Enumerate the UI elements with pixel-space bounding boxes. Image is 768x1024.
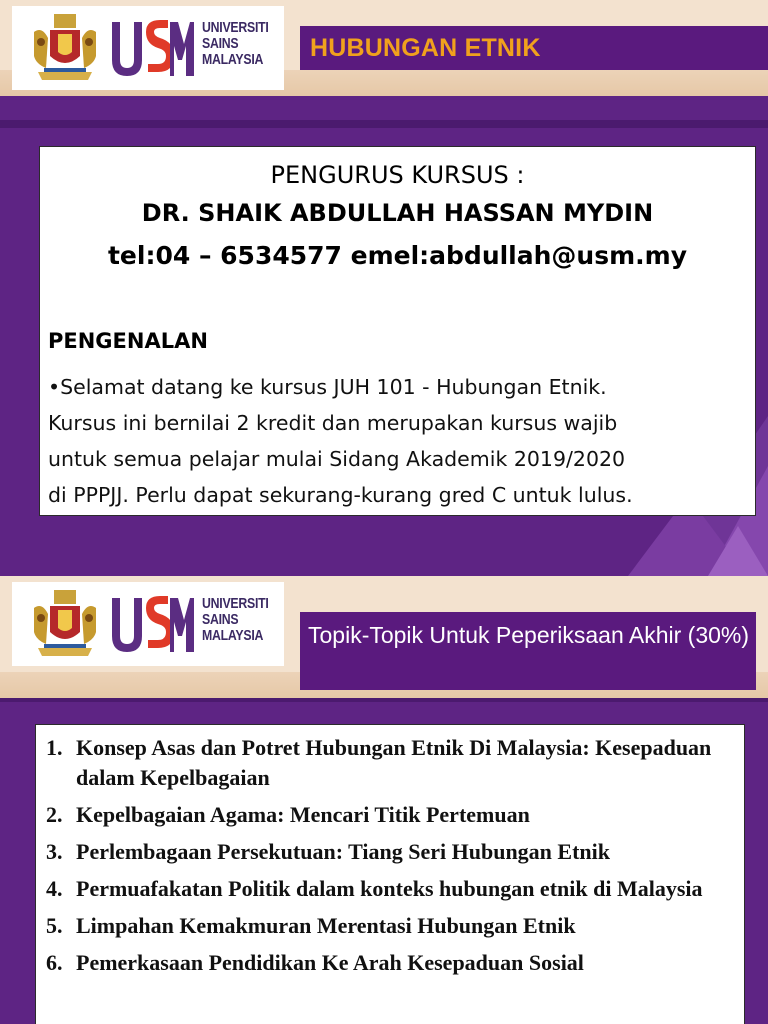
list-text: Kepelbagaian Agama: Mencari Titik Pertemuan: [76, 802, 530, 827]
list-text: Permuafakatan Politik dalam konteks hubungan etnik di Malaysia: [76, 876, 703, 901]
course-manager-contact: tel:04 – 6534577 emel:abdullah@usm.my: [107, 241, 687, 270]
paragraph-line: di PPPJJ. Perlu dapat sekurang-kurang gred C untuk lulus.: [48, 483, 633, 507]
list-item: [46, 837, 746, 867]
section-title: PENGENALAN: [48, 329, 208, 353]
list-text: Limpahan Kemakmuran Merentasi Hubungan Etnik: [76, 913, 576, 938]
list-number: 6.: [46, 950, 63, 975]
slide-exam-topics: [0, 576, 768, 1024]
university-name-line: UNIVERSITI: [202, 19, 269, 36]
university-name-line: UNIVERSITI: [202, 595, 269, 612]
decorative-stripe: [0, 120, 768, 128]
university-name-line: MALAYSIA: [202, 51, 264, 68]
crest-icon: [30, 12, 100, 84]
university-name-line: MALAYSIA: [202, 627, 264, 644]
university-logo: [12, 582, 284, 666]
list-item: [46, 733, 746, 793]
topics-box: [35, 724, 745, 1024]
slide-title: HUBUNGAN ETNIK: [310, 34, 541, 62]
course-info-box: [39, 146, 756, 516]
university-logo: [12, 6, 284, 90]
usm-logo-icon: [110, 18, 194, 80]
slide-title-bar: [300, 26, 768, 70]
list-text: Pemerkasaan Pendidikan Ke Arah Kesepaduan Sosial: [76, 950, 584, 975]
paragraph-line: untuk semua pelajar mulai Sidang Akademik 2019/2020: [48, 447, 626, 471]
university-name-line: SAINS: [202, 611, 239, 628]
list-item: [46, 874, 746, 904]
list-number: 4.: [46, 876, 63, 901]
university-name-line: SAINS: [202, 35, 239, 52]
usm-logo-icon: [110, 594, 194, 656]
course-manager-label: PENGURUS KURSUS :: [270, 161, 525, 189]
list-number: 5.: [46, 913, 63, 938]
list-number: 1.: [46, 735, 63, 760]
course-manager-name: DR. SHAIK ABDULLAH HASSAN MYDIN: [141, 199, 654, 227]
list-number: 2.: [46, 802, 63, 827]
slide-title-bar: [300, 612, 756, 690]
list-text: Konsep Asas dan Potret Hubungan Etnik Di Malaysia: Kesepaduan dalam Kepelbagaian: [76, 735, 712, 790]
crest-icon: [30, 588, 100, 660]
header-band: [0, 576, 768, 698]
intro-paragraph: [48, 369, 754, 513]
university-name: [202, 20, 269, 68]
list-item: [46, 800, 746, 830]
slide-title: Topik-Topik Untuk Peperiksaan Akhir (30%): [308, 622, 750, 648]
list-text: Perlembagaan Persekutuan: Tiang Seri Hubungan Etnik: [76, 839, 611, 864]
topic-list: [46, 733, 746, 985]
list-item: [46, 948, 746, 978]
list-number: 3.: [46, 839, 63, 864]
list-item: [46, 911, 746, 941]
paragraph-line: •Selamat datang ke kursus JUH 101 - Hubungan Etnik.: [48, 375, 607, 399]
decorative-stripe: [0, 698, 768, 702]
university-name: [202, 596, 269, 644]
header-band: [0, 0, 768, 96]
paragraph-line: Kursus ini bernilai 2 kredit dan merupakan kursus wajib: [48, 411, 618, 435]
